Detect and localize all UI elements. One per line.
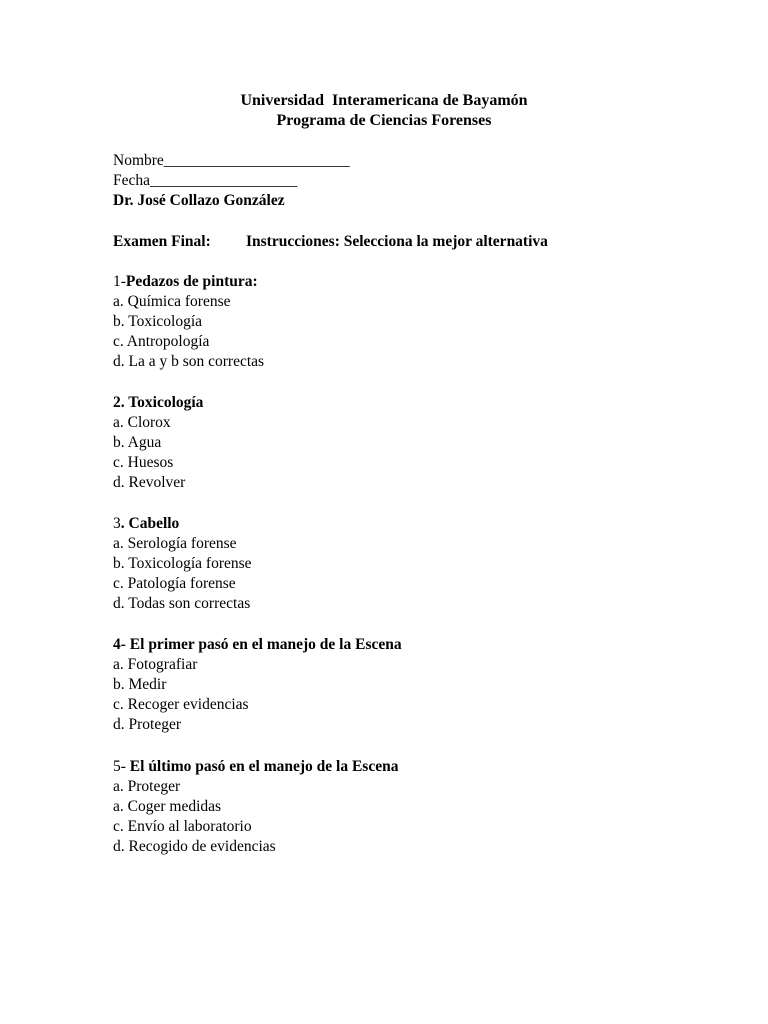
date-field: Fecha___________________ <box>113 172 298 189</box>
question-3 <box>113 514 179 534</box>
question-text: El primer pasó en el manejo de la Escena <box>125 636 402 653</box>
question-2 <box>113 393 203 413</box>
question-number: 3 <box>113 515 121 532</box>
option: c. Patología forense <box>113 575 236 592</box>
question-5 <box>113 757 398 777</box>
question-text: El último pasó en el manejo de la Escena <box>125 758 399 775</box>
option: b. Medir <box>113 676 167 693</box>
question-number: 5- <box>113 758 126 775</box>
option: d. Proteger <box>113 716 182 733</box>
program-title: Programa de Ciencias Forenses <box>276 112 492 129</box>
option: d. Revolver <box>113 474 186 491</box>
option: a. Serología forense <box>113 535 237 552</box>
name-field: Nombre________________________ <box>113 152 350 169</box>
option: a. Fotografiar <box>113 656 198 673</box>
professor-name: Dr. José Collazo González <box>113 192 285 209</box>
option: c. Envío al laboratorio <box>113 818 252 835</box>
question-4 <box>113 635 402 655</box>
question-number: 1- <box>113 273 126 290</box>
exam-title: Examen Final: <box>113 233 211 250</box>
question-number: 2. <box>113 394 125 411</box>
option: d. Recogido de evidencias <box>113 838 276 855</box>
question-number: 4- <box>113 636 126 653</box>
option: c. Huesos <box>113 454 174 471</box>
option: c. Recoger evidencias <box>113 696 249 713</box>
option: a. Proteger <box>113 778 181 795</box>
option: d. La a y b son correctas <box>113 353 265 370</box>
option: b. Toxicología forense <box>113 555 252 572</box>
option: a. Clorox <box>113 414 171 431</box>
option: a. Química forense <box>113 293 231 310</box>
university-title: Universidad Interamericana de Bayamón <box>240 92 528 109</box>
question-1 <box>113 272 258 292</box>
question-text: . Cabello <box>120 515 180 532</box>
question-text: Toxicología <box>124 394 204 411</box>
question-text: Pedazos de pintura: <box>125 273 258 290</box>
option: a. Coger medidas <box>113 798 222 815</box>
exam-instructions: Instrucciones: Selecciona la mejor alternativa <box>246 233 548 250</box>
option: d. Todas son correctas <box>113 595 251 612</box>
option: b. Toxicología <box>113 313 203 330</box>
option: b. Agua <box>113 434 162 451</box>
option: c. Antropología <box>113 333 210 350</box>
